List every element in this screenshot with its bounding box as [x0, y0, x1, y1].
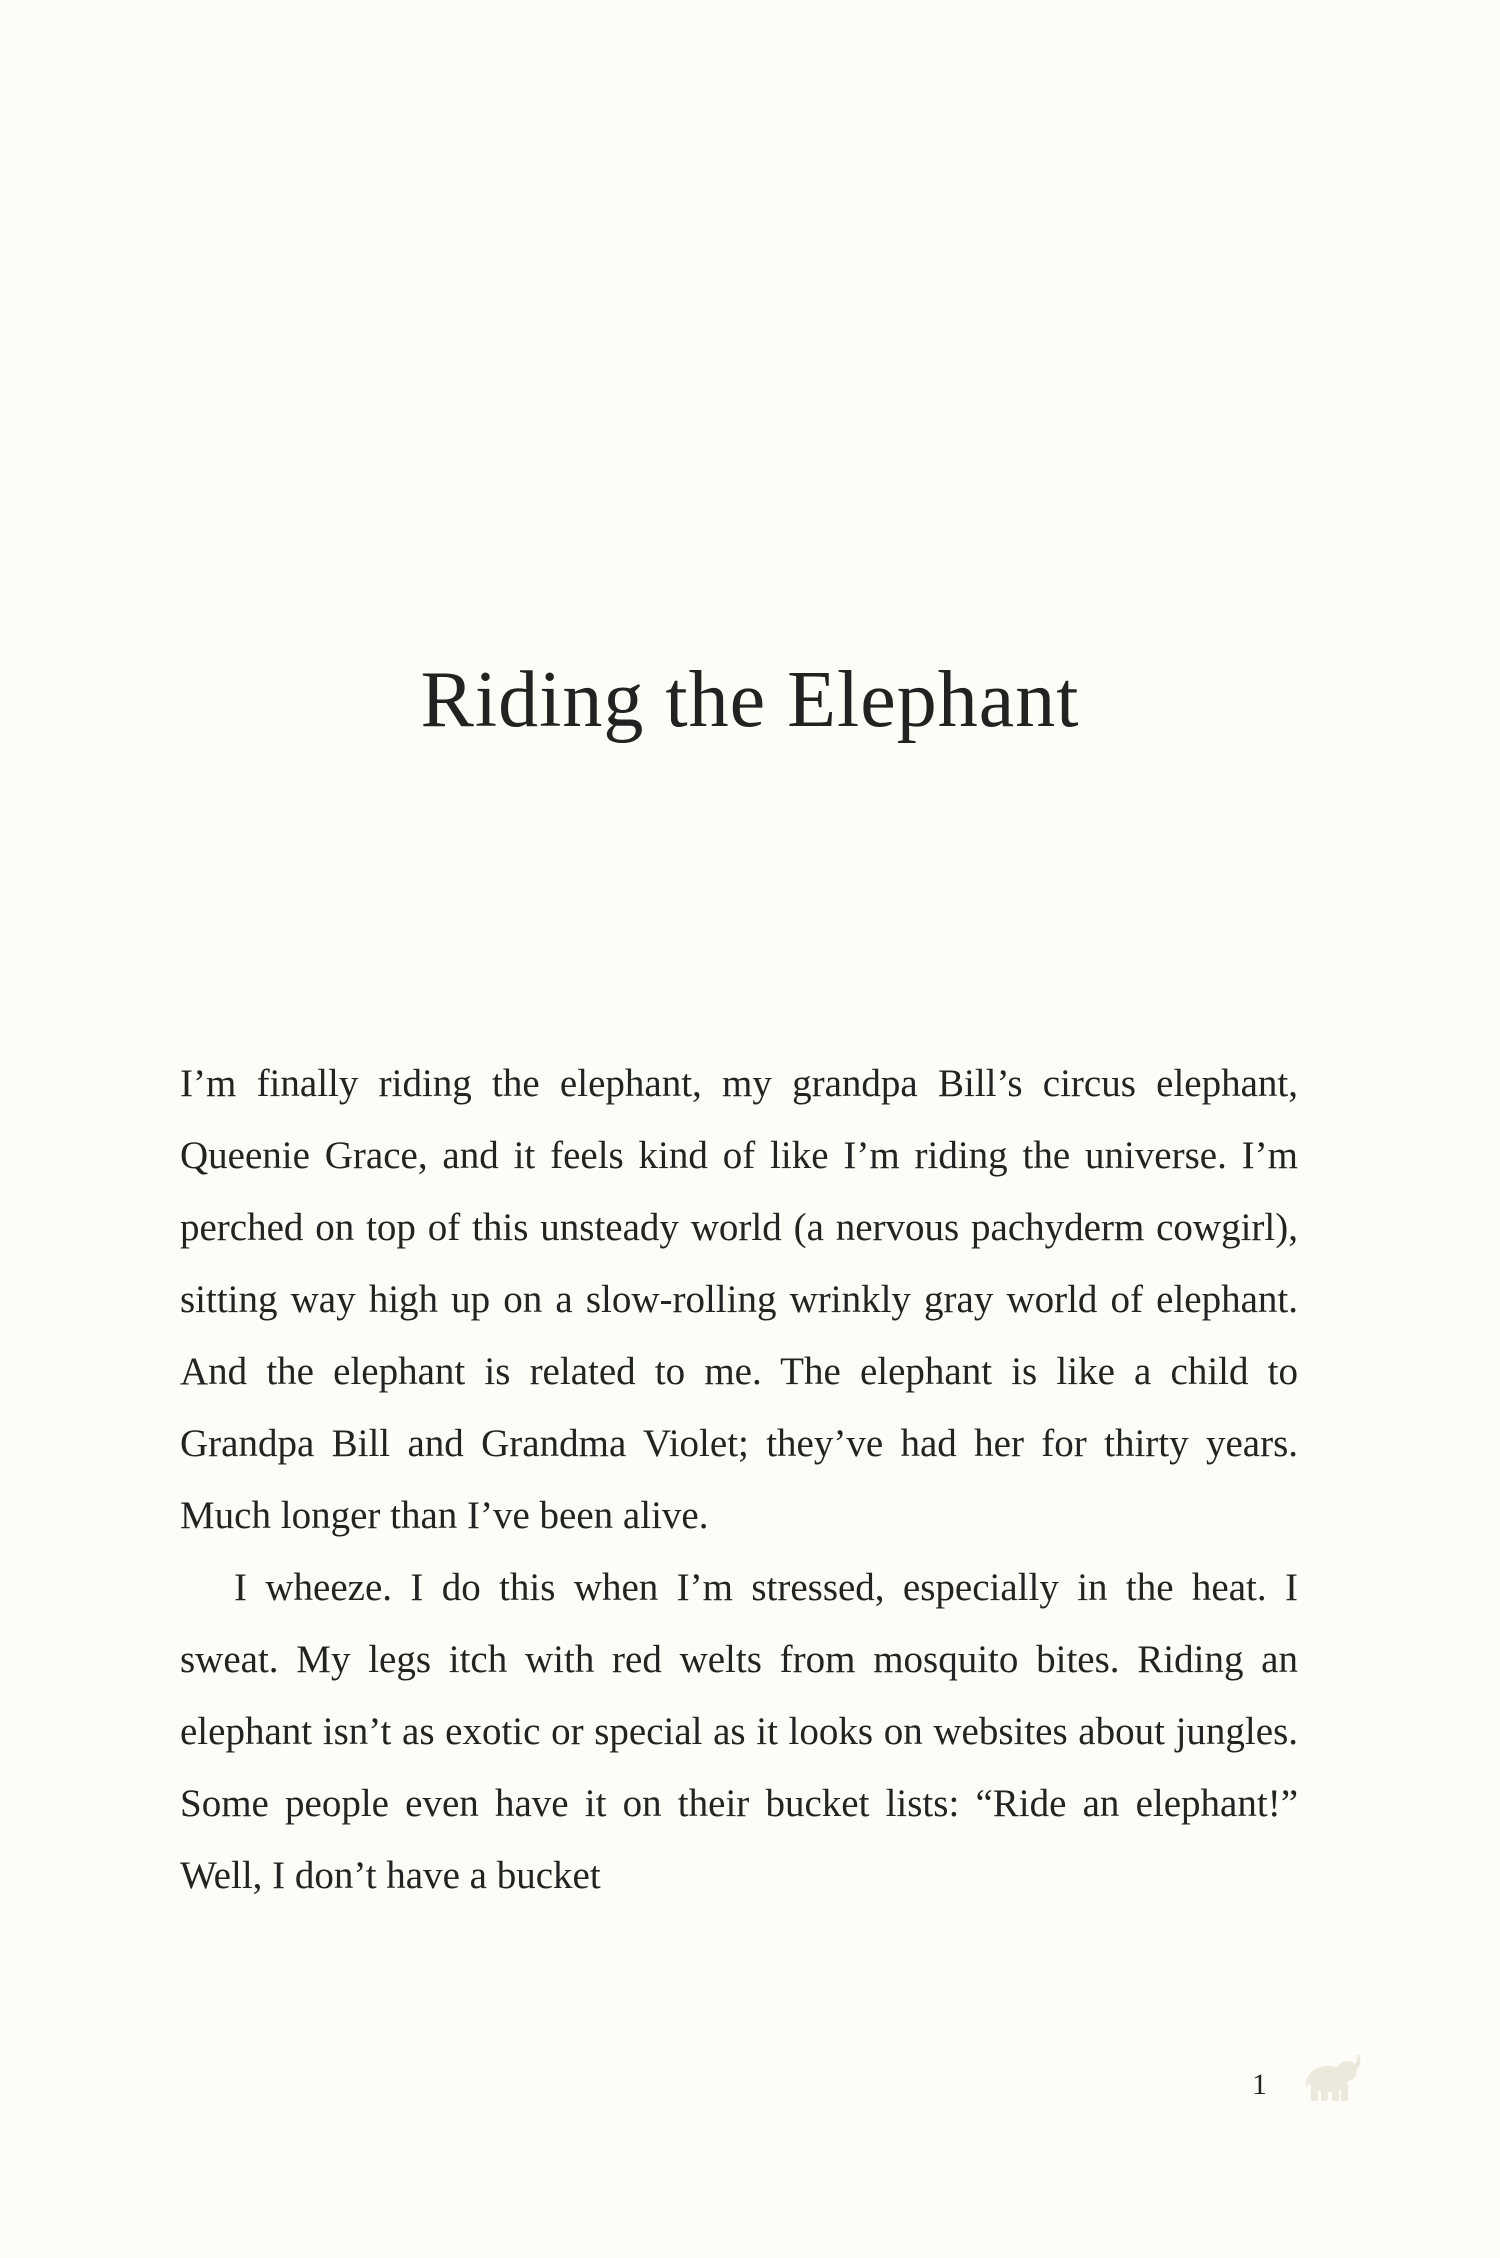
paragraph: I’m finally riding the elephant, my grandpa Bill’s circus elephant, Queenie Grace, and it feels kind of like I’m riding the universe. I’m perched on top of this unsteady world (a nervous pachyderm cowgirl), sitting way high up on a slow-rolling wrinkly gray world of elephant. And the elephant is related to me. The elephant is like a child to Grandpa Bill and Grandma Violet; they’ve had her for thirty years. Much longer than I’ve been alive. [180, 1062, 1298, 1537]
paragraph: I wheeze. I do this when I’m stressed, especially in the heat. I sweat. My legs itch with red welts from mosquito bites. Riding an elephant isn’t as exotic or special as it looks on websites about jungles. Some people even have it on their bucket lists: “Ride an elephant!” Well, I don’t have a bucket [180, 1566, 1298, 1897]
chapter-body [180, 1048, 1298, 1912]
chapter-title: Riding the Elephant [420, 656, 1080, 744]
page-number: 1 [1252, 2068, 1267, 2101]
elephant-icon [1302, 2045, 1364, 2105]
